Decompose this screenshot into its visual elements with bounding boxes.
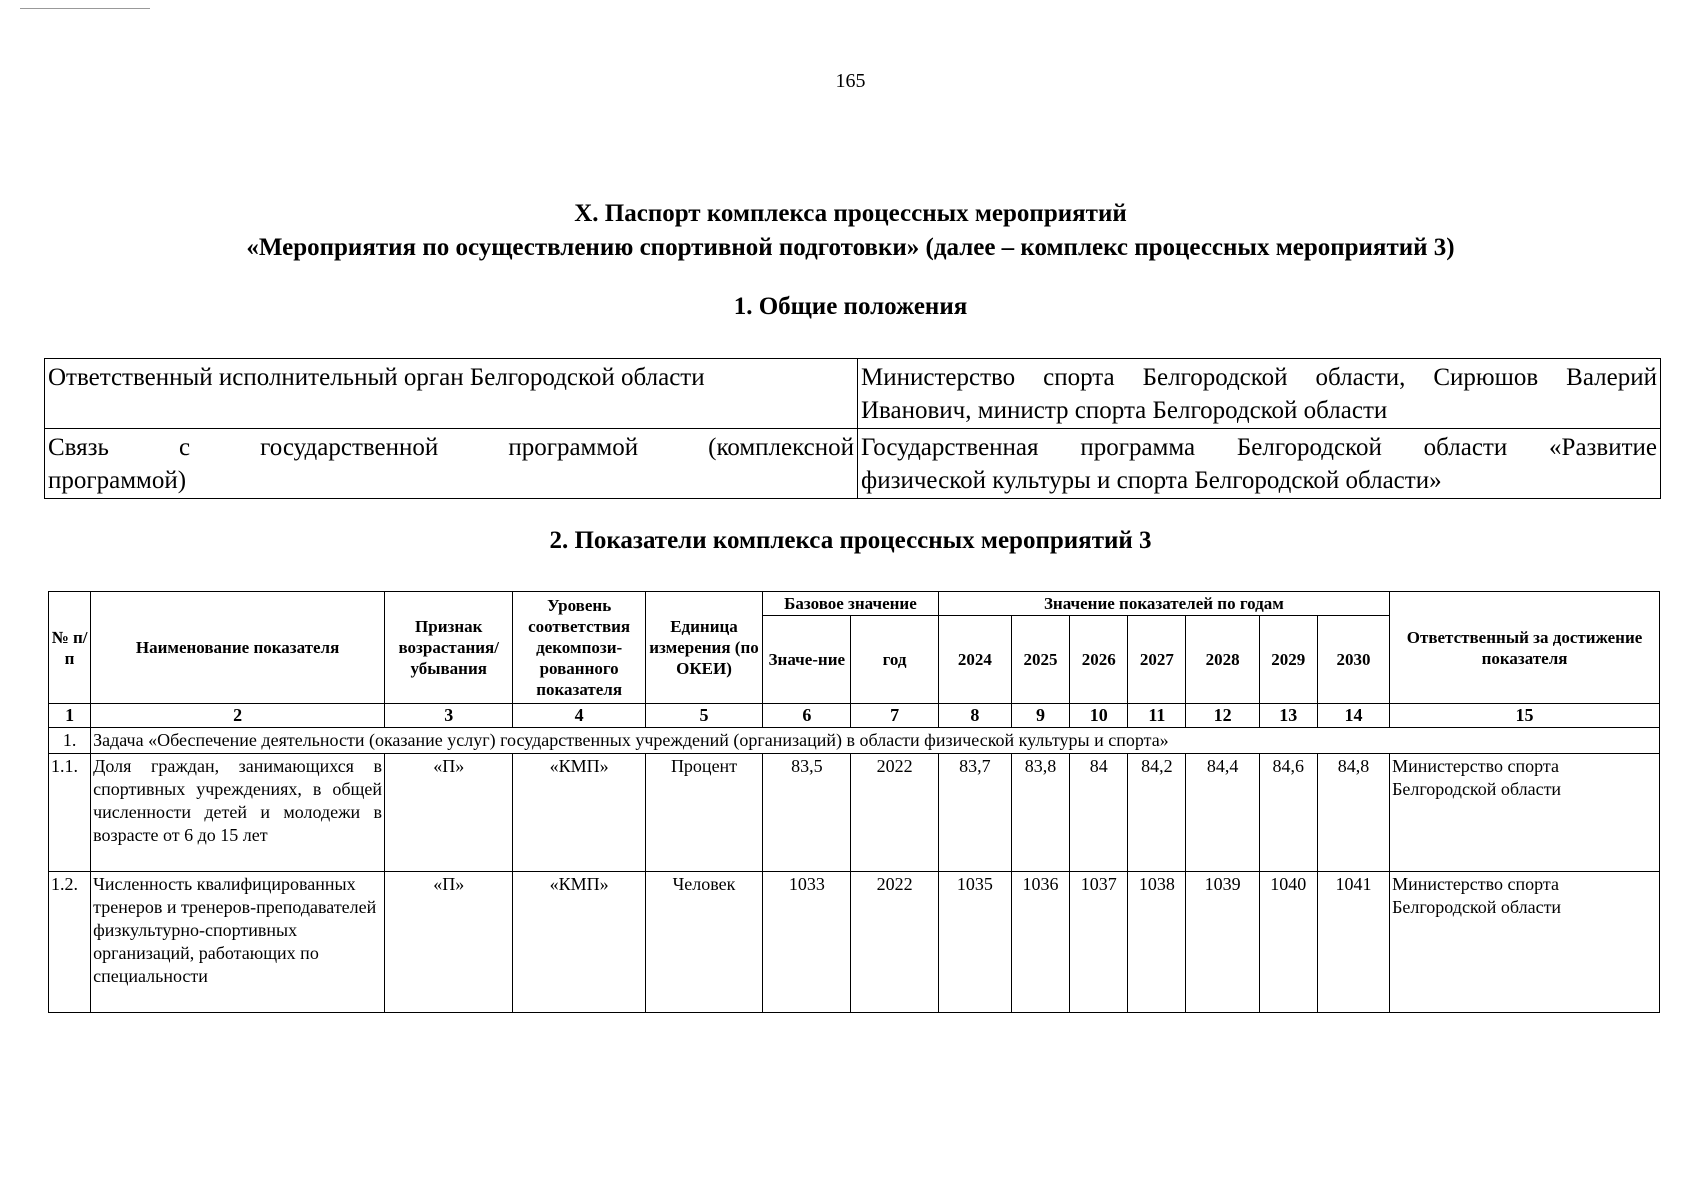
column-number: 11 (1128, 704, 1186, 728)
column-number: 5 (645, 704, 762, 728)
task-text: Задача «Обеспечение деятельности (оказание услуг) государственных учреждений (организаций) в области физической культуры и спорта» (91, 728, 1660, 754)
section-2-heading: 2. Показатели комплекса процессных мероприятий 3 (549, 527, 1152, 554)
column-number: 12 (1186, 704, 1259, 728)
program-link-label-line-1: Связь с государственной программой (комплексной (48, 434, 854, 461)
column-number: 9 (1011, 704, 1069, 728)
indicator-value-2028: 84,4 (1186, 754, 1259, 872)
section-1-heading: 1. Общие положения (733, 293, 968, 320)
indicator-level: «КМП» (513, 754, 645, 872)
scan-mark (20, 8, 150, 9)
indicator-row (49, 754, 1660, 872)
column-number: 2 (91, 704, 385, 728)
column-number: 4 (513, 704, 645, 728)
header-year-2024: 2024 (938, 616, 1011, 704)
header-year-2029: 2029 (1259, 616, 1317, 704)
header-name: Наименование показателя (91, 592, 385, 704)
header-years-group: Значение показателей по годам (938, 592, 1389, 616)
header-num: № п/п (49, 592, 91, 704)
header-responsible: Ответственный за достижение показателя (1390, 592, 1660, 704)
indicator-value-2029: 84,6 (1259, 754, 1317, 872)
executive-value-line-1: Министерство спорта Белгородской области, Сирюшов Валерий (861, 364, 1657, 391)
header-base-group: Базовое значение (763, 592, 939, 616)
indicator-responsible: Министерство спорта Белгородской области (1390, 872, 1660, 1013)
general-row-program (45, 429, 1661, 499)
header-year-2026: 2026 (1070, 616, 1128, 704)
indicator-base-year: 2022 (851, 872, 938, 1013)
indicator-responsible: Министерство спорта Белгородской области (1390, 754, 1660, 872)
indicator-sign: «П» (385, 872, 513, 1013)
program-link-label (45, 429, 858, 499)
header-level: Уровень соответствия декомпози-рованного показателя (513, 592, 645, 704)
executive-value (858, 359, 1661, 429)
indicator-value-2027: 1038 (1128, 872, 1186, 1013)
indicator-value-2030: 1041 (1317, 872, 1389, 1013)
column-number: 6 (763, 704, 851, 728)
program-link-value-line-2: физической культуры и спорта Белгородской области» (861, 467, 1442, 494)
page-number: 165 (835, 70, 866, 92)
indicator-level: «КМП» (513, 872, 645, 1013)
column-number: 7 (851, 704, 938, 728)
column-number: 8 (938, 704, 1011, 728)
indicator-name: Доля граждан, занимающихся в спортивных учреждениях, в общей численности детей и молодежи в возрасте от 6 до 15 лет (91, 754, 385, 872)
column-number: 15 (1390, 704, 1660, 728)
column-number: 1 (49, 704, 91, 728)
header-base-year: год (851, 616, 938, 704)
header-year-2027: 2027 (1128, 616, 1186, 704)
title-line-2: «Мероприятия по осуществлению спортивной подготовки» (далее – комплекс процессных мероприятий 3) (246, 234, 1455, 261)
header-year-2030: 2030 (1317, 616, 1389, 704)
indicator-value-2026: 1037 (1070, 872, 1128, 1013)
indicator-base-value: 1033 (763, 872, 851, 1013)
program-link-value-line-1: Государственная программа Белгородской области «Развитие (861, 434, 1657, 461)
column-number: 3 (385, 704, 513, 728)
indicator-value-2027: 84,2 (1128, 754, 1186, 872)
header-sign: Признак возрастания/ убывания (385, 592, 513, 704)
general-info-table (44, 358, 1661, 499)
indicator-value-2024: 83,7 (938, 754, 1011, 872)
executive-value-line-2: Иванович, министр спорта Белгородской области (861, 397, 1388, 424)
indicator-base-value: 83,5 (763, 754, 851, 872)
indicator-row (49, 872, 1660, 1013)
program-link-value (858, 429, 1661, 499)
indicator-value-2025: 83,8 (1011, 754, 1069, 872)
indicator-value-2029: 1040 (1259, 872, 1317, 1013)
indicator-value-2025: 1036 (1011, 872, 1069, 1013)
task-num: 1. (49, 728, 91, 754)
indicators-table (48, 591, 1660, 1013)
indicator-sign: «П» (385, 754, 513, 872)
indicator-name: Численность квалифицированных тренеров и тренеров-преподавателей физкультурно-спортивных организаций, работающих по специальности (91, 872, 385, 1013)
indicator-value-2026: 84 (1070, 754, 1128, 872)
indicator-unit: Процент (645, 754, 762, 872)
column-number: 13 (1259, 704, 1317, 728)
header-year-2025: 2025 (1011, 616, 1069, 704)
task-row (49, 728, 1660, 754)
indicator-num: 1.2. (49, 872, 91, 1013)
header-base-value: Значе-ние (763, 616, 851, 704)
indicator-num: 1.1. (49, 754, 91, 872)
column-number: 10 (1070, 704, 1128, 728)
executive-label: Ответственный исполнительный орган Белгородской области (45, 359, 858, 429)
column-number: 14 (1317, 704, 1389, 728)
indicator-value-2028: 1039 (1186, 872, 1259, 1013)
indicator-unit: Человек (645, 872, 762, 1013)
title-line-1: X. Паспорт комплекса процессных мероприятий (574, 200, 1127, 227)
program-link-label-line-2: программой) (48, 467, 187, 494)
header-unit: Единица измерения (по ОКЕИ) (645, 592, 762, 704)
column-numbers-row (49, 704, 1660, 728)
general-row-executive (45, 359, 1661, 429)
indicator-value-2024: 1035 (938, 872, 1011, 1013)
header-row-1 (49, 592, 1660, 616)
header-year-2028: 2028 (1186, 616, 1259, 704)
indicator-value-2030: 84,8 (1317, 754, 1389, 872)
indicator-base-year: 2022 (851, 754, 938, 872)
